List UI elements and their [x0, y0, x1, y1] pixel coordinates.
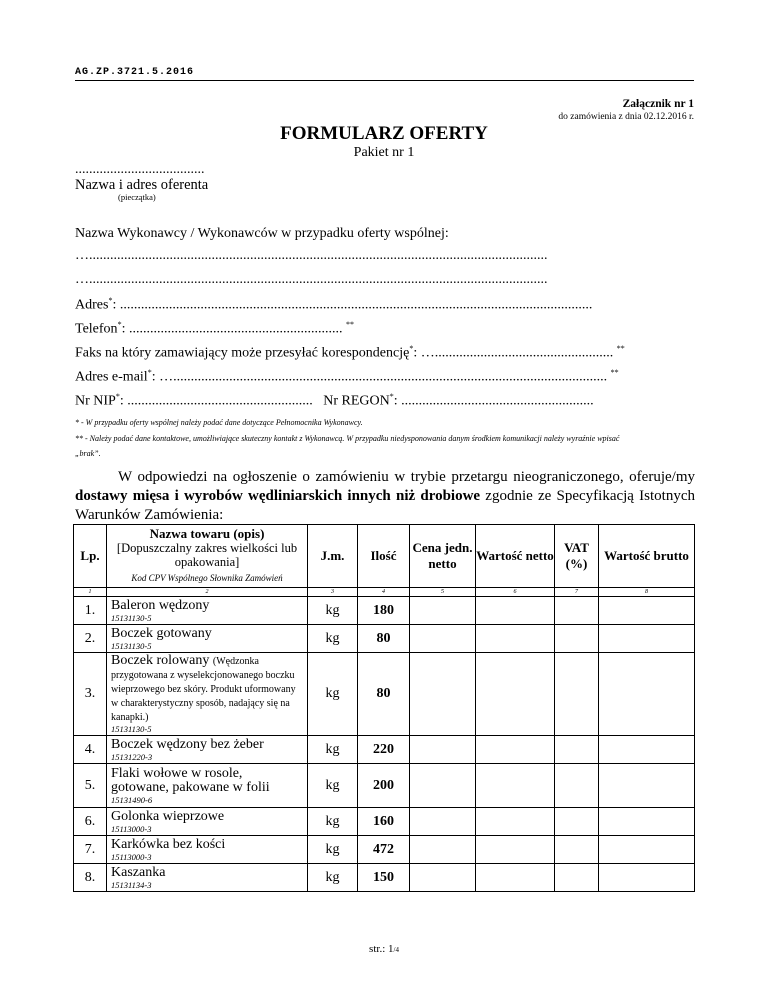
gross-value-cell[interactable]	[599, 836, 695, 864]
vat-cell[interactable]	[555, 808, 599, 836]
offeror-dots: .....................................	[75, 162, 205, 177]
fax-label: Faks na który zamawiający może przesyłać korespondencję	[75, 345, 410, 361]
address-field	[75, 296, 592, 314]
header-rule	[75, 80, 694, 81]
product-name: Boczek gotowany	[111, 625, 212, 641]
column-number: 1	[74, 588, 107, 597]
table-row	[74, 653, 695, 736]
column-number: 4	[358, 588, 410, 597]
row-quantity: 150	[358, 864, 410, 892]
column-number: 7	[555, 588, 599, 597]
row-lp: 8.	[74, 864, 107, 892]
gross-value-cell[interactable]	[599, 653, 695, 736]
row-lp: 1.	[74, 597, 107, 625]
column-number-row	[74, 588, 695, 597]
footnote-1: * - W przypadku oferty wspólnej należy podać dane dotyczące Pełnomocnika Wykonawcy.	[75, 418, 363, 427]
row-lp: 4.	[74, 736, 107, 764]
package-label: Pakiet nr 1	[353, 145, 415, 160]
column-number: 6	[476, 588, 555, 597]
row-product	[107, 625, 308, 653]
regon-label: Nr REGON	[323, 393, 390, 409]
header-net-value: Wartość netto	[476, 525, 555, 588]
unit-price-cell[interactable]	[410, 808, 476, 836]
row-lp: 5.	[74, 764, 107, 808]
header-lp: Lp.	[74, 525, 107, 588]
table-header-row	[74, 525, 695, 588]
footnote-mark: *	[117, 320, 122, 329]
fax-field	[75, 344, 625, 362]
table-row	[74, 836, 695, 864]
row-product	[107, 653, 308, 736]
net-value-cell[interactable]	[476, 808, 555, 836]
row-product	[107, 864, 308, 892]
footnote-3: „brak”.	[75, 449, 101, 458]
product-cpv: 15131130-5	[111, 640, 152, 651]
row-quantity: 180	[358, 597, 410, 625]
net-value-cell[interactable]	[476, 625, 555, 653]
footnote-mark: *	[409, 344, 414, 353]
vat-cell[interactable]	[555, 653, 599, 736]
row-lp: 3.	[74, 653, 107, 736]
unit-price-cell[interactable]	[410, 764, 476, 808]
product-name: Baleron wędzony	[111, 597, 210, 613]
table-row	[74, 764, 695, 808]
page-title: FORMULARZ OFERTY	[280, 123, 488, 144]
vat-cell[interactable]	[555, 836, 599, 864]
product-name: Kaszanka	[111, 864, 166, 880]
header-unit-price: Cena jedn. netto	[410, 525, 476, 588]
footnote-mark: *	[147, 368, 152, 377]
net-value-cell[interactable]	[476, 653, 555, 736]
column-number: 5	[410, 588, 476, 597]
unit-price-cell[interactable]	[410, 597, 476, 625]
row-unit: kg	[308, 625, 358, 653]
row-product	[107, 808, 308, 836]
header-jm: J.m.	[308, 525, 358, 588]
stamp-label: (pieczątka)	[118, 192, 156, 202]
vat-cell[interactable]	[555, 597, 599, 625]
column-number: 3	[308, 588, 358, 597]
header-name	[107, 525, 308, 588]
attachment-label: Załącznik nr 1	[622, 98, 694, 110]
address-dots: : .......................................................................................................................................	[112, 297, 593, 313]
table-row	[74, 864, 695, 892]
row-unit: kg	[308, 764, 358, 808]
vat-cell[interactable]	[555, 625, 599, 653]
product-name: Boczek wędzony bez żeber	[111, 736, 264, 752]
vat-cell[interactable]	[555, 736, 599, 764]
row-quantity: 80	[358, 653, 410, 736]
product-cpv: 15131134-3	[111, 879, 152, 890]
regon-dots: : .......................................................	[393, 393, 594, 409]
unit-price-cell[interactable]	[410, 625, 476, 653]
footnote-mark: **	[616, 344, 625, 353]
header-qty: Ilość	[358, 525, 410, 588]
row-quantity: 80	[358, 625, 410, 653]
phone-field	[75, 320, 354, 338]
table-row	[74, 808, 695, 836]
row-product	[107, 836, 308, 864]
table-row	[74, 597, 695, 625]
address-label: Adres	[75, 297, 109, 313]
row-unit: kg	[308, 864, 358, 892]
header-name-title: Nazwa towaru (opis)	[149, 526, 265, 541]
vat-cell[interactable]	[555, 864, 599, 892]
contractor-heading: Nazwa Wykonawcy / Wykonawców w przypadku oferty wspólnej:	[75, 226, 449, 241]
product-cpv: 15113000-3	[111, 851, 152, 862]
net-value-cell[interactable]	[476, 764, 555, 808]
email-field	[75, 368, 619, 386]
gross-value-cell[interactable]	[599, 764, 695, 808]
gross-value-cell[interactable]	[599, 625, 695, 653]
footnote-2: ** - Należy podać dane kontaktowe, umożliwiające skuteczny kontakt z Wykonawcą. W przypadku niedysponowania danym środkiem komunikacji należy wyraźnie wpisać	[75, 434, 620, 443]
contractor-line-2: …...................................................................................................................................	[75, 272, 548, 287]
row-quantity: 200	[358, 764, 410, 808]
nip-label: Nr NIP	[75, 393, 116, 409]
unit-price-cell[interactable]	[410, 836, 476, 864]
gross-value-cell[interactable]	[599, 864, 695, 892]
row-unit: kg	[308, 597, 358, 625]
intro-text-2: zgodnie ze Specyfikacją Istotnych Warunków Zamówienia:	[75, 488, 695, 523]
product-cpv: 15131220-3	[111, 751, 153, 762]
header-vat: VAT (%)	[555, 525, 599, 588]
header-name-cpv: Kod CPV Wspólnego Słownika Zamówień	[131, 573, 283, 583]
nip-dots: : .....................................................	[119, 393, 313, 409]
table-row	[74, 625, 695, 653]
product-cpv: 15113000-3	[111, 823, 152, 834]
net-value-cell[interactable]	[476, 597, 555, 625]
row-quantity: 220	[358, 736, 410, 764]
fax-dots: : …...................................................	[413, 345, 614, 361]
product-name: Flaki wołowe w rosole, gotowane, pakowane w folii	[111, 765, 270, 795]
row-lp: 6.	[74, 808, 107, 836]
footnote-mark: *	[108, 296, 113, 305]
page-total: /4	[393, 946, 399, 954]
unit-price-cell[interactable]	[410, 864, 476, 892]
footnote-mark: *	[115, 392, 120, 401]
net-value-cell[interactable]	[476, 864, 555, 892]
unit-price-cell[interactable]	[410, 653, 476, 736]
net-value-cell[interactable]	[476, 736, 555, 764]
vat-cell[interactable]	[555, 764, 599, 808]
table-row	[74, 736, 695, 764]
unit-price-cell[interactable]	[410, 736, 476, 764]
row-unit: kg	[308, 736, 358, 764]
header-gross-value: Wartość brutto	[599, 525, 695, 588]
intro-text-1: W odpowiedzi na ogłoszenie o zamówieniu w trybie przetargu nieograniczonego, oferuje/my	[118, 469, 695, 485]
net-value-cell[interactable]	[476, 836, 555, 864]
header-name-sub: [Dopuszczalny zakres wielkości lub opakowania]	[116, 541, 298, 569]
row-product	[107, 736, 308, 764]
product-name: Boczek rolowany	[111, 653, 210, 668]
product-name: Golonka wieprzowe	[111, 808, 225, 824]
offer-table	[73, 524, 695, 892]
email-dots: : …............................................................................................................................	[151, 369, 608, 385]
phone-label: Telefon	[75, 321, 118, 337]
column-number: 8	[599, 588, 695, 597]
gross-value-cell[interactable]	[599, 736, 695, 764]
footnote-mark: **	[345, 320, 354, 329]
contractor-line-1: …...................................................................................................................................	[75, 248, 548, 263]
row-quantity: 472	[358, 836, 410, 864]
product-description: (Wędzonka przygotowana z wyselekcjonowanego boczku wieprzowego bez skóry. Produkt uformowany w charakterystyczny sposób, nadający się na kanapki.)	[111, 656, 296, 723]
row-quantity: 160	[358, 808, 410, 836]
row-lp: 7.	[74, 836, 107, 864]
row-unit: kg	[308, 653, 358, 736]
row-unit: kg	[308, 808, 358, 836]
page-footer	[0, 943, 768, 955]
footnote-mark: *	[389, 392, 394, 401]
row-product	[107, 764, 308, 808]
page-number: str.: 1	[369, 943, 394, 955]
email-label: Adres e-mail	[75, 369, 148, 385]
product-name: Karkówka bez kości	[111, 836, 226, 852]
intro-paragraph	[75, 468, 695, 525]
attachment-note: do zamówienia z dnia 02.12.2016 r.	[558, 112, 694, 122]
row-unit: kg	[308, 836, 358, 864]
row-lp: 2.	[74, 625, 107, 653]
footnote-mark: **	[610, 368, 619, 377]
document-reference: AG.ZP.3721.5.2016	[75, 67, 195, 78]
phone-dots: : .............................................................	[121, 321, 343, 337]
row-product	[107, 597, 308, 625]
offeror-label: Nazwa i adres oferenta	[75, 177, 209, 193]
column-number: 2	[107, 588, 308, 597]
gross-value-cell[interactable]	[599, 808, 695, 836]
gross-value-cell[interactable]	[599, 597, 695, 625]
product-cpv: 15131130-5	[111, 612, 152, 623]
nip-regon-field	[75, 392, 594, 410]
product-cpv: 15131490-6	[111, 794, 153, 805]
product-cpv: 15131130-5	[111, 724, 152, 734]
intro-bold: dostawy mięsa i wyrobów wędliniarskich innych niż drobiowe	[75, 488, 481, 504]
